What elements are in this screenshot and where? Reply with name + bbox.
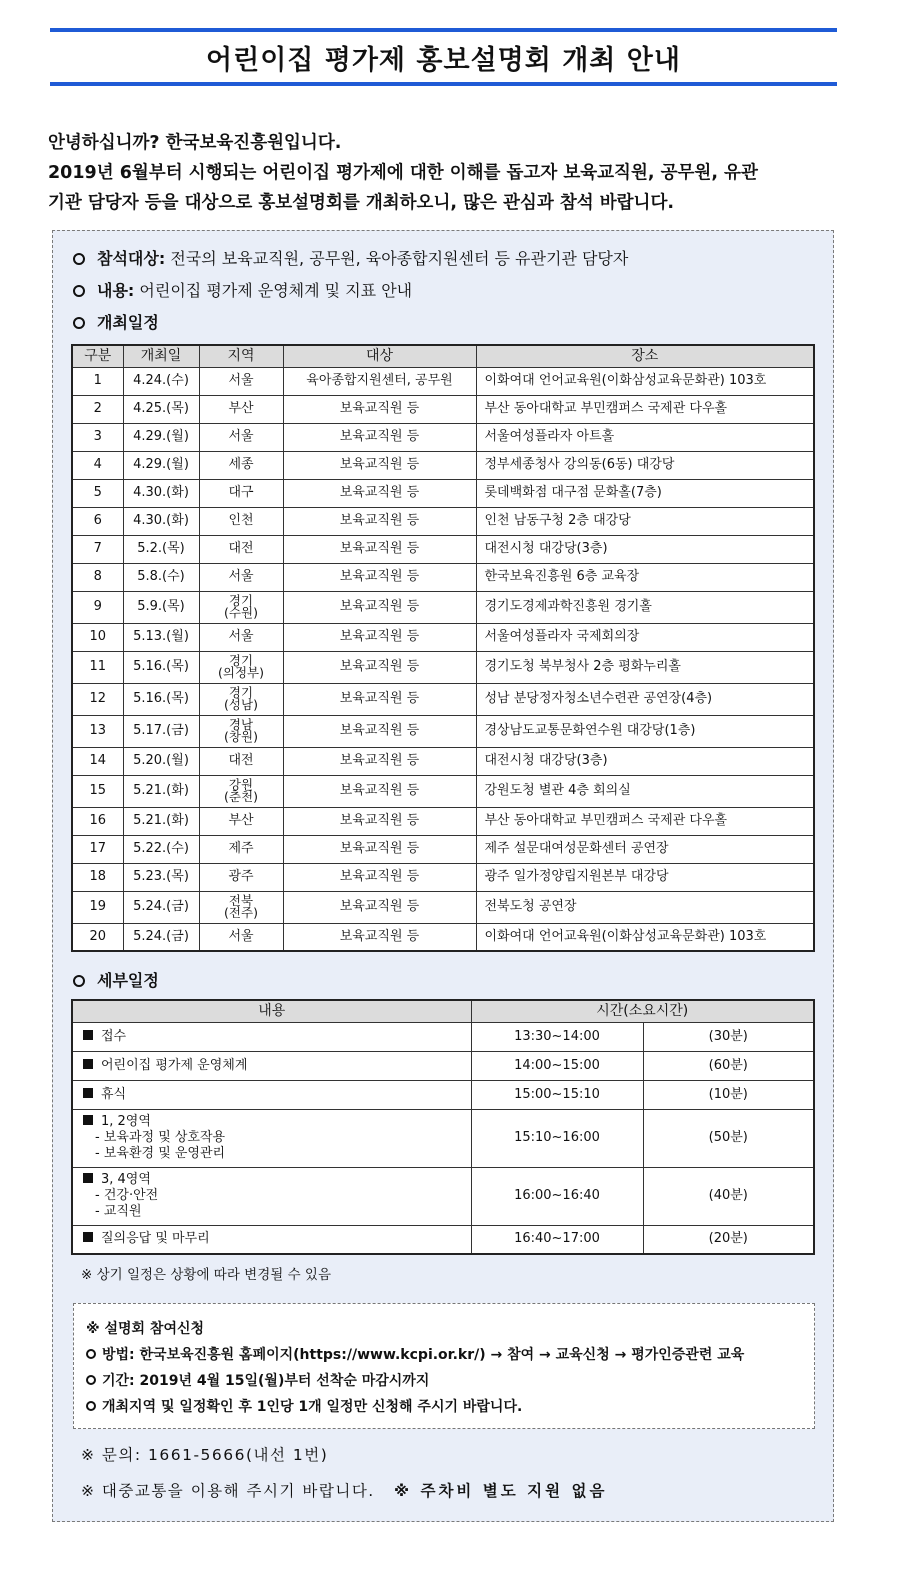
cell-date: 4.30.(화)	[123, 507, 199, 535]
table-row	[72, 1225, 814, 1254]
square-bullet-icon	[83, 1088, 93, 1098]
circle-bullet-icon	[73, 285, 85, 297]
table-row	[72, 623, 814, 651]
cell-duration: (20분)	[643, 1225, 814, 1254]
item-sub: - 보육환경 및 운영관리	[95, 1146, 226, 1161]
cell-date: 5.16.(목)	[123, 683, 199, 715]
cell-time: 14:00~15:00	[471, 1051, 643, 1080]
circle-bullet-icon	[86, 1401, 96, 1411]
item-sub: - 건강·안전	[95, 1188, 159, 1203]
cell-number: 2	[72, 395, 123, 423]
schedule-line	[73, 313, 159, 333]
table-row	[72, 1109, 814, 1167]
cell-place: 정부세종청사 강의동(6동) 대강당	[476, 451, 814, 479]
cell-number: 6	[72, 507, 123, 535]
cell-target: 보육교직원 등	[283, 451, 476, 479]
cell-region: 경기 (수원)	[199, 591, 283, 623]
cell-place: 이화여대 언어교육원(이화삼성교육문화관) 103호	[476, 367, 814, 395]
cell-time: 15:00~15:10	[471, 1080, 643, 1109]
cell-target: 보육교직원 등	[283, 479, 476, 507]
detail-header-time: 시간(소요시간)	[471, 1000, 814, 1022]
cell-region: 부산	[199, 395, 283, 423]
detail-body	[72, 1022, 814, 1254]
square-bullet-icon	[83, 1030, 93, 1040]
cell-date: 4.30.(화)	[123, 479, 199, 507]
cell-number: 8	[72, 563, 123, 591]
circle-bullet-icon	[86, 1349, 96, 1359]
detail-label: 세부일정	[97, 971, 159, 990]
cell-region: 광주	[199, 863, 283, 891]
cell-number: 18	[72, 863, 123, 891]
cell-place: 경기도청 북부청사 2층 평화누리홀	[476, 651, 814, 683]
apply-notice: 개최지역 및 일정확인 후 1인당 1개 일정만 신청해 주시기 바랍니다.	[102, 1399, 523, 1415]
cell-region: 대전	[199, 747, 283, 775]
cell-target: 보육교직원 등	[283, 591, 476, 623]
cell-date: 5.9.(목)	[123, 591, 199, 623]
cell-number: 15	[72, 775, 123, 807]
cell-number: 20	[72, 923, 123, 951]
apply-title: ※ 설명회 참여신청	[86, 1321, 205, 1337]
cell-place: 부산 동아대학교 부민캠퍼스 국제관 다우홀	[476, 807, 814, 835]
cell-place: 롯데백화점 대구점 문화홀(7층)	[476, 479, 814, 507]
title-bar	[50, 28, 837, 86]
cell-place: 광주 일가정양립지원본부 대강당	[476, 863, 814, 891]
apply-method: 방법: 한국보육진흥원 홈페이지(https://www.kcpi.or.kr/) → 참여 → 교육신청 → 평가인증관련 교육	[102, 1347, 745, 1363]
cell-number: 3	[72, 423, 123, 451]
cell-duration: (10분)	[643, 1080, 814, 1109]
table-row	[72, 835, 814, 863]
intro-line-2: 2019년 6월부터 시행되는 어린이집 평가제에 대한 이해를 돕고자 보육교직원, 공무원, 유관	[48, 163, 758, 183]
item-sub: - 교직원	[95, 1204, 142, 1219]
cell-target: 보육교직원 등	[283, 623, 476, 651]
col-header-number: 구분	[72, 345, 123, 367]
cell-number: 11	[72, 651, 123, 683]
cell-region: 제주	[199, 835, 283, 863]
apply-box	[73, 1303, 815, 1429]
intro-line-1: 안녕하십니까? 한국보육진흥원입니다.	[48, 133, 342, 153]
cell-number: 1	[72, 367, 123, 395]
cell-date: 4.25.(목)	[123, 395, 199, 423]
cell-place: 강원도청 별관 4층 회의실	[476, 775, 814, 807]
intro-line-3: 기관 담당자 등을 대상으로 홍보설명회를 개최하오니, 많은 관심과 참석 바랍니다.	[48, 193, 674, 213]
cell-date: 5.8.(수)	[123, 563, 199, 591]
cell-date: 5.17.(금)	[123, 715, 199, 747]
table-row	[72, 923, 814, 951]
table-row	[72, 683, 814, 715]
cell-date: 5.2.(목)	[123, 535, 199, 563]
cell-content	[72, 1080, 471, 1109]
transport-text: ※ 대중교통을 이용해 주시기 바랍니다.	[81, 1482, 375, 1500]
detail-line	[73, 971, 159, 991]
table-row	[72, 423, 814, 451]
item-title: 1, 2영역	[101, 1114, 151, 1129]
item-title: 질의응답 및 마무리	[101, 1231, 210, 1247]
cell-target: 보육교직원 등	[283, 423, 476, 451]
table-row	[72, 395, 814, 423]
table-row	[72, 591, 814, 623]
cell-time: 15:10~16:00	[471, 1109, 643, 1167]
cell-region: 경기 (의정부)	[199, 651, 283, 683]
cell-region: 서울	[199, 923, 283, 951]
target-line	[73, 249, 628, 269]
col-header-place: 장소	[476, 345, 814, 367]
cell-place: 이화여대 언어교육원(이화삼성교육문화관) 103호	[476, 923, 814, 951]
schedule-label: 개최일정	[97, 313, 159, 332]
square-bullet-icon	[83, 1173, 93, 1183]
contact-line: ※ 문의: 1661-5666(내선 1번)	[81, 1446, 329, 1464]
circle-bullet-icon	[73, 253, 85, 265]
cell-region: 부산	[199, 807, 283, 835]
cell-date: 4.24.(수)	[123, 367, 199, 395]
detail-table	[71, 999, 815, 1255]
cell-target: 보육교직원 등	[283, 563, 476, 591]
cell-date: 5.21.(화)	[123, 807, 199, 835]
cell-target: 보육교직원 등	[283, 507, 476, 535]
cell-place: 성남 분당정자청소년수련관 공연장(4층)	[476, 683, 814, 715]
table-row	[72, 451, 814, 479]
cell-place: 대전시청 대강당(3층)	[476, 747, 814, 775]
square-bullet-icon	[83, 1232, 93, 1242]
cell-number: 12	[72, 683, 123, 715]
cell-duration: (60분)	[643, 1051, 814, 1080]
circle-bullet-icon	[86, 1375, 96, 1385]
cell-number: 10	[72, 623, 123, 651]
cell-date: 5.21.(화)	[123, 775, 199, 807]
table-row	[72, 535, 814, 563]
cell-target: 보육교직원 등	[283, 747, 476, 775]
apply-period: 기간: 2019년 4월 15일(월)부터 선착순 마감시까지	[102, 1373, 430, 1389]
table-row	[72, 651, 814, 683]
cell-place: 한국보육진흥원 6층 교육장	[476, 563, 814, 591]
cell-date: 5.13.(월)	[123, 623, 199, 651]
cell-content	[72, 1022, 471, 1051]
cell-target: 보육교직원 등	[283, 651, 476, 683]
cell-place: 경상남도교통문화연수원 대강당(1층)	[476, 715, 814, 747]
cell-target: 육아종합지원센터, 공무원	[283, 367, 476, 395]
cell-region: 경기 (성남)	[199, 683, 283, 715]
cell-place: 부산 동아대학교 부민캠퍼스 국제관 다우홀	[476, 395, 814, 423]
cell-region: 서울	[199, 367, 283, 395]
item-title: 어린이집 평가제 운영체계	[101, 1057, 248, 1073]
cell-number: 16	[72, 807, 123, 835]
cell-target: 보육교직원 등	[283, 715, 476, 747]
cell-target: 보육교직원 등	[283, 891, 476, 923]
parking-text: ※ 주차비 별도 지원 없음	[394, 1482, 608, 1500]
table-row	[72, 715, 814, 747]
cell-place: 전북도청 공연장	[476, 891, 814, 923]
cell-number: 5	[72, 479, 123, 507]
table-row	[72, 747, 814, 775]
cell-content	[72, 1225, 471, 1254]
cell-region: 서울	[199, 563, 283, 591]
cell-region: 대구	[199, 479, 283, 507]
cell-time: 16:00~16:40	[471, 1167, 643, 1225]
cell-place: 서울여성플라자 아트홀	[476, 423, 814, 451]
schedule-body	[72, 367, 814, 951]
circle-bullet-icon	[73, 317, 85, 329]
cell-target: 보육교직원 등	[283, 775, 476, 807]
table-row	[72, 1080, 814, 1109]
cell-number: 13	[72, 715, 123, 747]
cell-time: 13:30~14:00	[471, 1022, 643, 1051]
item-sub: - 보육과정 및 상호작용	[95, 1130, 226, 1145]
cell-target: 보육교직원 등	[283, 807, 476, 835]
table-row	[72, 863, 814, 891]
cell-region: 강원 (춘천)	[199, 775, 283, 807]
circle-bullet-icon	[73, 975, 85, 987]
cell-duration: (30분)	[643, 1022, 814, 1051]
table-row	[72, 1022, 814, 1051]
cell-date: 4.29.(월)	[123, 451, 199, 479]
cell-number: 19	[72, 891, 123, 923]
cell-region: 대전	[199, 535, 283, 563]
col-header-target: 대상	[283, 345, 476, 367]
cell-target: 보육교직원 등	[283, 835, 476, 863]
cell-place: 서울여성플라자 국제회의장	[476, 623, 814, 651]
table-row	[72, 891, 814, 923]
item-title: 접수	[101, 1028, 127, 1044]
cell-region: 서울	[199, 423, 283, 451]
cell-target: 보육교직원 등	[283, 683, 476, 715]
cell-date: 5.24.(금)	[123, 923, 199, 951]
square-bullet-icon	[83, 1059, 93, 1069]
cell-date: 5.24.(금)	[123, 891, 199, 923]
target-label: 참석대상:	[97, 249, 166, 268]
content-label: 내용:	[97, 281, 135, 300]
square-bullet-icon	[83, 1115, 93, 1125]
table-row	[72, 1167, 814, 1225]
content-line	[73, 281, 412, 301]
page-title: 어린이집 평가제 홍보설명회 개최 안내	[206, 44, 681, 76]
cell-number: 17	[72, 835, 123, 863]
cell-number: 14	[72, 747, 123, 775]
item-title: 휴식	[101, 1086, 127, 1102]
schedule-note: ※ 상기 일정은 상황에 따라 변경될 수 있음	[81, 1267, 332, 1283]
cell-region: 인천	[199, 507, 283, 535]
cell-place: 제주 설문대여성문화센터 공연장	[476, 835, 814, 863]
cell-place: 인천 남동구청 2층 대강당	[476, 507, 814, 535]
cell-date: 5.20.(월)	[123, 747, 199, 775]
cell-target: 보육교직원 등	[283, 923, 476, 951]
cell-time: 16:40~17:00	[471, 1225, 643, 1254]
table-row	[72, 1051, 814, 1080]
cell-number: 7	[72, 535, 123, 563]
cell-target: 보육교직원 등	[283, 863, 476, 891]
table-row	[72, 507, 814, 535]
table-row	[72, 775, 814, 807]
cell-content	[72, 1109, 471, 1167]
cell-region: 서울	[199, 623, 283, 651]
cell-region: 전북 (전주)	[199, 891, 283, 923]
apply-method-line	[86, 1344, 744, 1364]
transport-line	[81, 1479, 607, 1501]
cell-date: 5.16.(목)	[123, 651, 199, 683]
col-header-date: 개최일	[123, 345, 199, 367]
apply-period-line	[86, 1370, 429, 1390]
content-value: 어린이집 평가제 운영체계 및 지표 안내	[139, 281, 413, 300]
detail-header-content: 내용	[72, 1000, 471, 1022]
col-header-region: 지역	[199, 345, 283, 367]
cell-place: 대전시청 대강당(3층)	[476, 535, 814, 563]
cell-place: 경기도경제과학진흥원 경기홀	[476, 591, 814, 623]
cell-number: 4	[72, 451, 123, 479]
cell-date: 5.23.(목)	[123, 863, 199, 891]
table-row	[72, 807, 814, 835]
cell-duration: (40분)	[643, 1167, 814, 1225]
cell-content	[72, 1167, 471, 1225]
table-row	[72, 367, 814, 395]
cell-number: 9	[72, 591, 123, 623]
cell-date: 4.29.(월)	[123, 423, 199, 451]
item-title: 3, 4영역	[101, 1172, 151, 1187]
apply-notice-line	[86, 1396, 522, 1416]
cell-date: 5.22.(수)	[123, 835, 199, 863]
target-value: 전국의 보육교직원, 공무원, 육아종합지원센터 등 유관기관 담당자	[170, 249, 629, 268]
table-row	[72, 563, 814, 591]
cell-region: 경남 (창원)	[199, 715, 283, 747]
intro-text	[48, 128, 848, 218]
cell-duration: (50분)	[643, 1109, 814, 1167]
cell-region: 세종	[199, 451, 283, 479]
table-row	[72, 479, 814, 507]
cell-target: 보육교직원 등	[283, 535, 476, 563]
main-box	[52, 230, 834, 1522]
cell-target: 보육교직원 등	[283, 395, 476, 423]
cell-content	[72, 1051, 471, 1080]
schedule-table	[71, 344, 815, 952]
